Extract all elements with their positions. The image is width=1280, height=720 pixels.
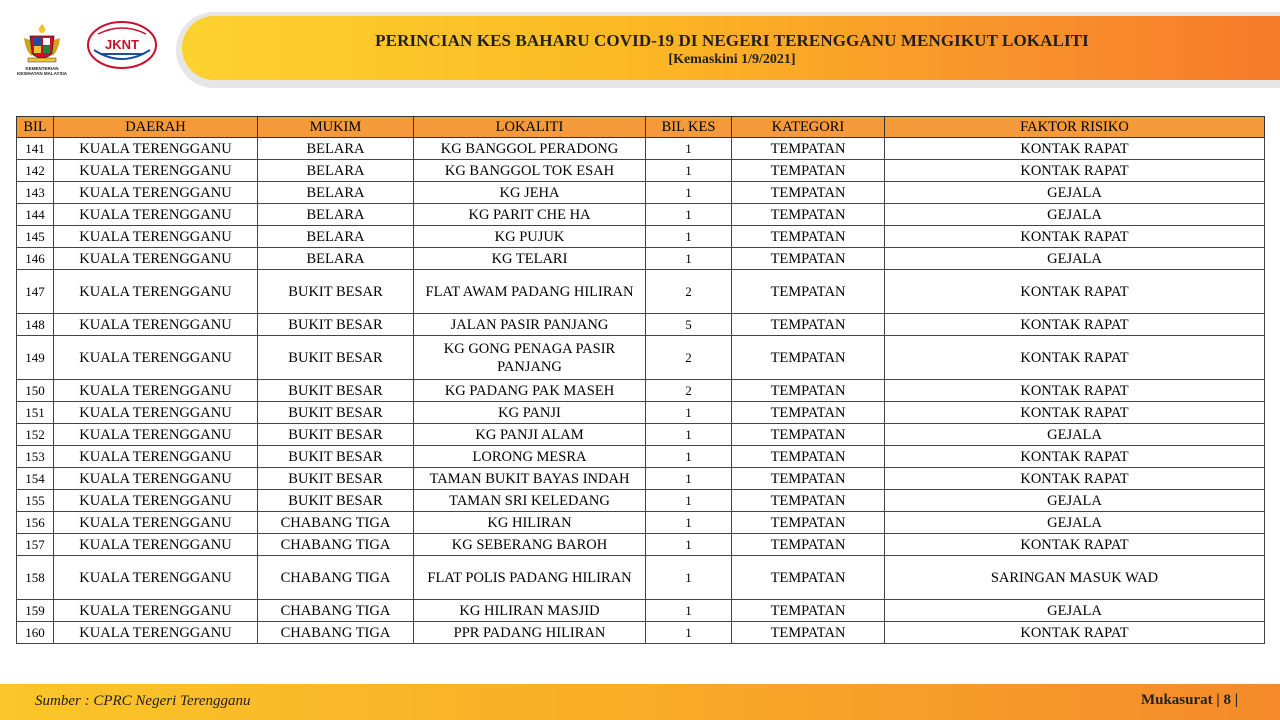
cell-bil: 160 <box>17 622 54 644</box>
table-row <box>17 512 1265 534</box>
cell-bil-kes: 1 <box>646 424 732 446</box>
cell-mukim: CHABANG TIGA <box>258 600 414 622</box>
cell-bil: 150 <box>17 380 54 402</box>
cell-bil-kes: 1 <box>646 622 732 644</box>
cell-mukim: CHABANG TIGA <box>258 556 414 600</box>
cell-bil-kes: 2 <box>646 336 732 380</box>
cell-bil-kes: 1 <box>646 226 732 248</box>
cell-kategori: TEMPATAN <box>732 600 885 622</box>
cell-bil: 146 <box>17 248 54 270</box>
table-row <box>17 556 1265 600</box>
cell-lokaliti: KG BANGGOL TOK ESAH <box>414 160 646 182</box>
table-row <box>17 226 1265 248</box>
cell-daerah: KUALA TERENGGANU <box>54 314 258 336</box>
table-header-row <box>17 117 1265 138</box>
cell-bil-kes: 1 <box>646 512 732 534</box>
cell-bil: 154 <box>17 468 54 490</box>
cell-kategori: TEMPATAN <box>732 182 885 204</box>
cell-daerah: KUALA TERENGGANU <box>54 468 258 490</box>
ministry-of-health-logo <box>14 22 70 84</box>
table-row <box>17 380 1265 402</box>
cell-faktor-risiko: KONTAK RAPAT <box>885 336 1265 380</box>
cell-mukim: BUKIT BESAR <box>258 424 414 446</box>
cell-daerah: KUALA TERENGGANU <box>54 336 258 380</box>
cell-mukim: BELARA <box>258 226 414 248</box>
cell-bil: 147 <box>17 270 54 314</box>
cell-lokaliti: KG PANJI <box>414 402 646 424</box>
cell-daerah: KUALA TERENGGANU <box>54 600 258 622</box>
table-row <box>17 182 1265 204</box>
cell-bil-kes: 1 <box>646 446 732 468</box>
cell-lokaliti: KG SEBERANG BAROH <box>414 534 646 556</box>
cell-kategori: TEMPATAN <box>732 270 885 314</box>
cell-daerah: KUALA TERENGGANU <box>54 138 258 160</box>
cell-bil: 153 <box>17 446 54 468</box>
cell-faktor-risiko: GEJALA <box>885 248 1265 270</box>
cell-mukim: BUKIT BESAR <box>258 446 414 468</box>
table-row <box>17 204 1265 226</box>
cell-bil: 143 <box>17 182 54 204</box>
cell-bil-kes: 1 <box>646 490 732 512</box>
cell-daerah: KUALA TERENGGANU <box>54 270 258 314</box>
cell-faktor-risiko: KONTAK RAPAT <box>885 380 1265 402</box>
cell-bil-kes: 1 <box>646 248 732 270</box>
cell-bil: 157 <box>17 534 54 556</box>
cell-daerah: KUALA TERENGGANU <box>54 556 258 600</box>
cell-daerah: KUALA TERENGGANU <box>54 402 258 424</box>
cell-lokaliti: TAMAN BUKIT BAYAS INDAH <box>414 468 646 490</box>
cell-daerah: KUALA TERENGGANU <box>54 182 258 204</box>
cell-bil: 142 <box>17 160 54 182</box>
cell-lokaliti: JALAN PASIR PANJANG <box>414 314 646 336</box>
coat-of-arms-icon <box>20 22 64 66</box>
cell-faktor-risiko: KONTAK RAPAT <box>885 402 1265 424</box>
table-row <box>17 600 1265 622</box>
cell-lokaliti: KG HILIRAN <box>414 512 646 534</box>
jknt-logo <box>86 20 158 70</box>
column-header-mukim: MUKIM <box>258 117 414 138</box>
cell-lokaliti: KG JEHA <box>414 182 646 204</box>
table-row <box>17 270 1265 314</box>
cell-bil: 148 <box>17 314 54 336</box>
cell-mukim: BELARA <box>258 204 414 226</box>
cell-faktor-risiko: KONTAK RAPAT <box>885 446 1265 468</box>
cell-faktor-risiko: KONTAK RAPAT <box>885 468 1265 490</box>
cell-bil: 159 <box>17 600 54 622</box>
table-body <box>17 138 1265 644</box>
cell-bil: 149 <box>17 336 54 380</box>
cell-bil-kes: 1 <box>646 204 732 226</box>
cell-lokaliti: LORONG MESRA <box>414 446 646 468</box>
cases-table-container <box>16 116 1264 644</box>
cell-bil: 156 <box>17 512 54 534</box>
cell-lokaliti: PPR PADANG HILIRAN <box>414 622 646 644</box>
cell-mukim: BUKIT BESAR <box>258 468 414 490</box>
cell-kategori: TEMPATAN <box>732 138 885 160</box>
cell-lokaliti: KG PARIT CHE HA <box>414 204 646 226</box>
cell-daerah: KUALA TERENGGANU <box>54 534 258 556</box>
cell-daerah: KUALA TERENGGANU <box>54 446 258 468</box>
cell-mukim: BELARA <box>258 160 414 182</box>
cell-daerah: KUALA TERENGGANU <box>54 380 258 402</box>
column-header-bil-kes: BIL KES <box>646 117 732 138</box>
cell-kategori: TEMPATAN <box>732 468 885 490</box>
cell-mukim: BUKIT BESAR <box>258 336 414 380</box>
cell-daerah: KUALA TERENGGANU <box>54 424 258 446</box>
cell-mukim: BELARA <box>258 138 414 160</box>
table-row <box>17 424 1265 446</box>
cell-bil-kes: 1 <box>646 182 732 204</box>
column-header-lokaliti: LOKALITI <box>414 117 646 138</box>
table-row <box>17 402 1265 424</box>
column-header-bil: BIL <box>17 117 54 138</box>
cell-bil-kes: 1 <box>646 138 732 160</box>
cell-mukim: BUKIT BESAR <box>258 314 414 336</box>
table-row <box>17 138 1265 160</box>
cell-kategori: TEMPATAN <box>732 622 885 644</box>
cell-mukim: CHABANG TIGA <box>258 512 414 534</box>
page-number: Mukasurat | 8 | <box>1140 692 1238 708</box>
table-row <box>17 490 1265 512</box>
cell-daerah: KUALA TERENGGANU <box>54 204 258 226</box>
update-date: [Kemaskini 1/9/2021] <box>668 52 796 67</box>
cell-lokaliti: FLAT AWAM PADANG HILIRAN <box>414 270 646 314</box>
cases-table <box>16 116 1265 644</box>
page-title: PERINCIAN KES BAHARU COVID-19 DI NEGERI TERENGGANU MENGIKUT LOKALITI <box>375 31 1089 50</box>
cell-mukim: BELARA <box>258 182 414 204</box>
cell-kategori: TEMPATAN <box>732 204 885 226</box>
source-note: Sumber : CPRC Negeri Terengganu <box>35 693 251 709</box>
cell-bil: 145 <box>17 226 54 248</box>
jknt-logo-text: JKNT <box>105 37 139 52</box>
cell-lokaliti: KG PUJUK <box>414 226 646 248</box>
cell-faktor-risiko: KONTAK RAPAT <box>885 138 1265 160</box>
cell-bil-kes: 1 <box>646 468 732 490</box>
cell-lokaliti: FLAT POLIS PADANG HILIRAN <box>414 556 646 600</box>
ministry-caption: KEMENTERIAN KESIHATAN MALAYSIA <box>17 66 67 76</box>
cell-daerah: KUALA TERENGGANU <box>54 248 258 270</box>
cell-faktor-risiko: GEJALA <box>885 490 1265 512</box>
cell-bil-kes: 2 <box>646 380 732 402</box>
cell-bil-kes: 1 <box>646 600 732 622</box>
cell-faktor-risiko: KONTAK RAPAT <box>885 534 1265 556</box>
jknt-emblem-icon <box>86 20 158 70</box>
cell-kategori: TEMPATAN <box>732 424 885 446</box>
table-row <box>17 160 1265 182</box>
cell-mukim: CHABANG TIGA <box>258 534 414 556</box>
table-row <box>17 622 1265 644</box>
cell-mukim: BUKIT BESAR <box>258 402 414 424</box>
cell-faktor-risiko: GEJALA <box>885 424 1265 446</box>
cell-kategori: TEMPATAN <box>732 402 885 424</box>
cell-faktor-risiko: KONTAK RAPAT <box>885 160 1265 182</box>
cell-mukim: BUKIT BESAR <box>258 490 414 512</box>
cell-kategori: TEMPATAN <box>732 512 885 534</box>
logo-group <box>10 18 160 84</box>
cell-faktor-risiko: SARINGAN MASUK WAD <box>885 556 1265 600</box>
cell-faktor-risiko: KONTAK RAPAT <box>885 314 1265 336</box>
cell-daerah: KUALA TERENGGANU <box>54 490 258 512</box>
cell-lokaliti: KG PANJI ALAM <box>414 424 646 446</box>
table-row <box>17 248 1265 270</box>
cell-kategori: TEMPATAN <box>732 490 885 512</box>
cell-bil: 141 <box>17 138 54 160</box>
cell-daerah: KUALA TERENGGANU <box>54 512 258 534</box>
cell-kategori: TEMPATAN <box>732 226 885 248</box>
cell-faktor-risiko: KONTAK RAPAT <box>885 622 1265 644</box>
cell-kategori: TEMPATAN <box>732 556 885 600</box>
cell-bil: 144 <box>17 204 54 226</box>
cell-bil: 151 <box>17 402 54 424</box>
cell-faktor-risiko: GEJALA <box>885 512 1265 534</box>
cell-kategori: TEMPATAN <box>732 336 885 380</box>
cell-mukim: CHABANG TIGA <box>258 622 414 644</box>
cell-faktor-risiko: GEJALA <box>885 182 1265 204</box>
page-header <box>0 0 1280 100</box>
cell-kategori: TEMPATAN <box>732 314 885 336</box>
cell-bil: 158 <box>17 556 54 600</box>
cell-kategori: TEMPATAN <box>732 446 885 468</box>
cell-bil-kes: 1 <box>646 402 732 424</box>
cell-mukim: BUKIT BESAR <box>258 270 414 314</box>
cell-kategori: TEMPATAN <box>732 534 885 556</box>
table-row <box>17 534 1265 556</box>
cell-lokaliti: KG TELARI <box>414 248 646 270</box>
cell-bil: 152 <box>17 424 54 446</box>
column-header-daerah: DAERAH <box>54 117 258 138</box>
cell-bil-kes: 1 <box>646 556 732 600</box>
column-header-kategori: KATEGORI <box>732 117 885 138</box>
page-footer <box>0 684 1280 720</box>
table-row <box>17 336 1265 380</box>
cell-mukim: BUKIT BESAR <box>258 380 414 402</box>
table-row <box>17 446 1265 468</box>
column-header-faktor-risiko: FAKTOR RISIKO <box>885 117 1265 138</box>
cell-bil: 155 <box>17 490 54 512</box>
cell-lokaliti: KG GONG PENAGA PASIR PANJANG <box>414 336 646 380</box>
cell-lokaliti: KG BANGGOL PERADONG <box>414 138 646 160</box>
cell-kategori: TEMPATAN <box>732 248 885 270</box>
table-row <box>17 468 1265 490</box>
cell-faktor-risiko: KONTAK RAPAT <box>885 226 1265 248</box>
cell-bil-kes: 5 <box>646 314 732 336</box>
cell-daerah: KUALA TERENGGANU <box>54 622 258 644</box>
cell-daerah: KUALA TERENGGANU <box>54 160 258 182</box>
cell-faktor-risiko: GEJALA <box>885 204 1265 226</box>
cell-bil-kes: 2 <box>646 270 732 314</box>
cell-lokaliti: KG HILIRAN MASJID <box>414 600 646 622</box>
cell-bil-kes: 1 <box>646 160 732 182</box>
cell-faktor-risiko: KONTAK RAPAT <box>885 270 1265 314</box>
cell-bil-kes: 1 <box>646 534 732 556</box>
cell-kategori: TEMPATAN <box>732 380 885 402</box>
cell-faktor-risiko: GEJALA <box>885 600 1265 622</box>
table-row <box>17 314 1265 336</box>
cell-kategori: TEMPATAN <box>732 160 885 182</box>
cell-lokaliti: TAMAN SRI KELEDANG <box>414 490 646 512</box>
cell-mukim: BELARA <box>258 248 414 270</box>
cell-daerah: KUALA TERENGGANU <box>54 226 258 248</box>
cell-lokaliti: KG PADANG PAK MASEH <box>414 380 646 402</box>
